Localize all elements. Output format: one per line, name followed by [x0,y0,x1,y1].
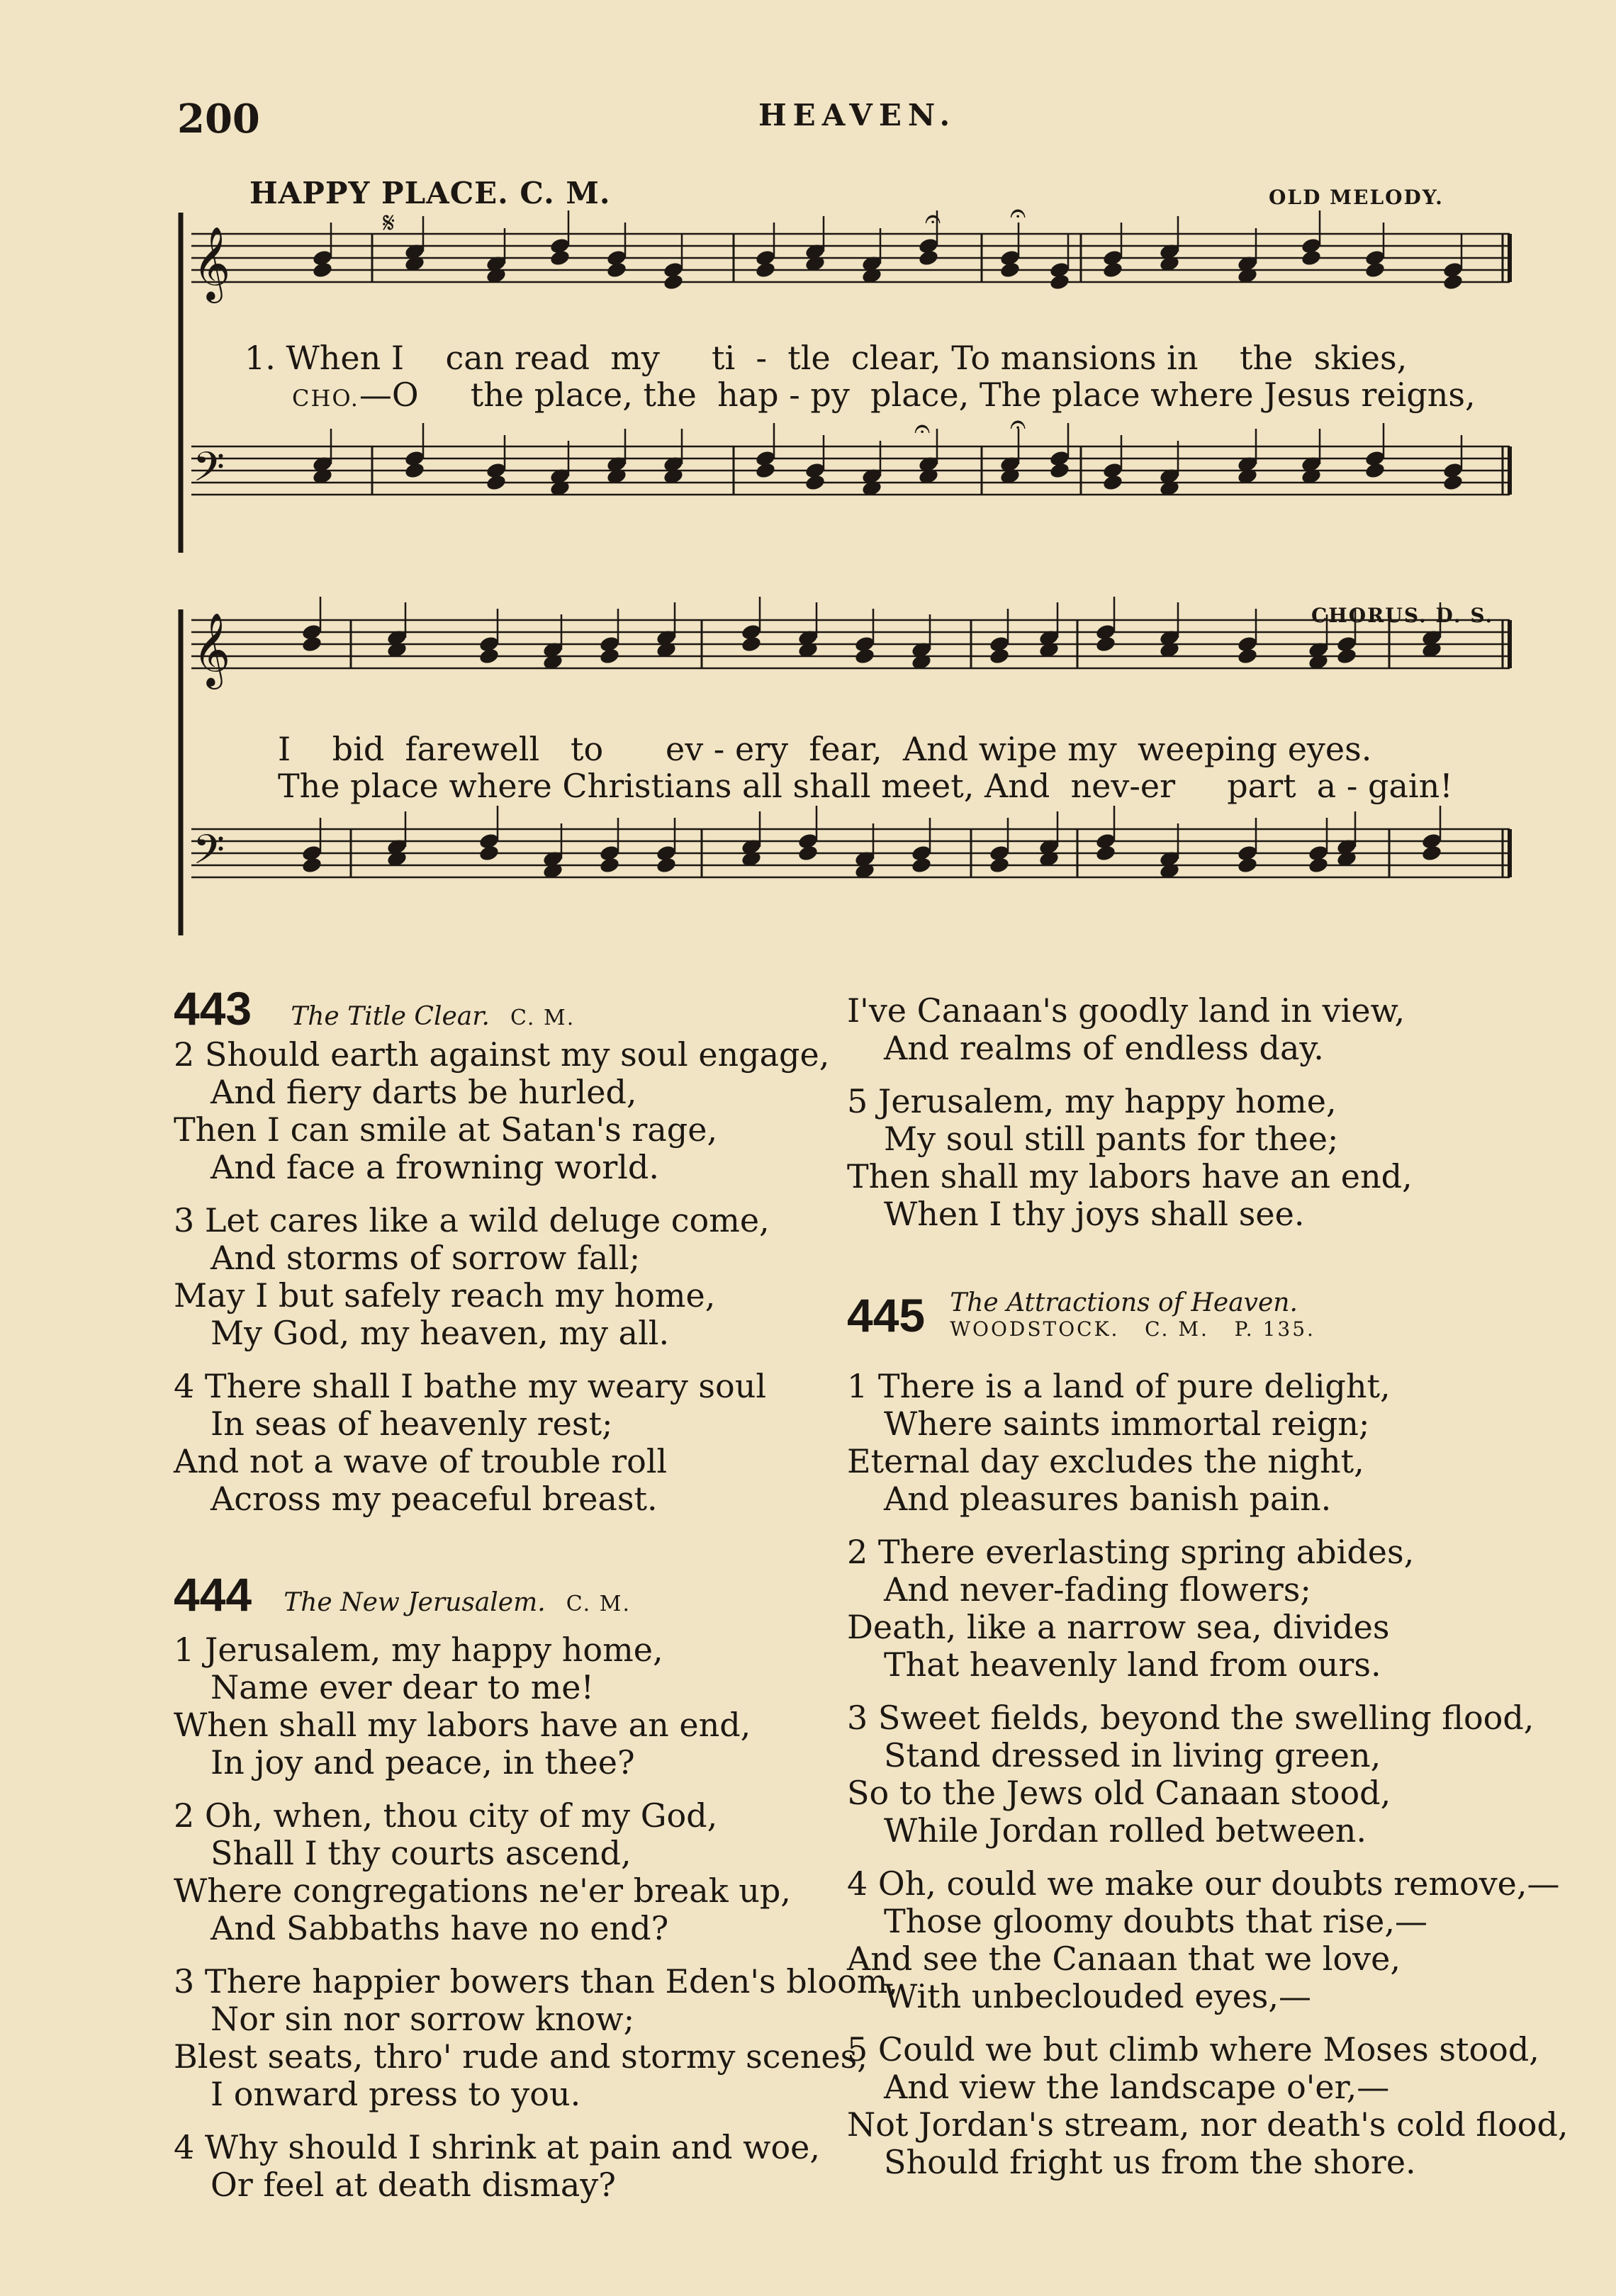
bass-clef-icon: 𝄢 [193,443,225,501]
note-head [1102,261,1124,279]
hymn-445-heading [847,1288,1315,1342]
verse-line: 3 There happier bowers than Eden's bloom, [174,1962,899,2000]
verse-line: And pleasures banish pain. [884,1480,1332,1518]
verse-line: 5 Could we but climb where Moses stood, [847,2030,1539,2069]
note-head [755,461,777,480]
note-head [1364,261,1386,279]
verse-line: And view the landscape o'er,— [884,2068,1390,2106]
note-head [1442,473,1464,492]
lyric-line-3: I bid farewell to ev - ery fear, And wipe my weeping eyes. [278,730,1372,768]
note-head [741,635,763,653]
verse-line: When shall my labors have an end, [174,1706,751,1744]
note-head [301,635,323,653]
hymn-meter: C. M. [510,1006,576,1030]
verse-line: My God, my heaven, my all. [211,1314,670,1352]
verse-line: 4 Oh, could we make our doubts remove,— [847,1864,1560,1903]
note-head [656,856,678,874]
verse-line: And face a frowning world. [211,1148,659,1186]
verse-line: When I thy joys shall see. [884,1195,1305,1233]
note-head [1336,647,1358,665]
stanza-gap [847,2015,1569,2031]
note-head [989,856,1011,874]
note-head [1308,856,1330,874]
verse-line: In seas of heavenly rest; [211,1405,613,1443]
note-head [854,647,876,665]
note-head [1102,473,1124,492]
stanza-gap [847,1518,1569,1534]
hymn-subtitle: WOODSTOCK. C. M. P. 135. [950,1317,1315,1341]
verse-line: Where saints immortal reign; [884,1405,1370,1443]
verse-line: Or feel at death dismay? [211,2166,616,2204]
note-head [663,273,685,291]
note-head [1364,461,1386,480]
stanza-gap [174,1352,829,1368]
verse-line: Death, like a narrow sea, divides [847,1608,1390,1646]
verse-line: Then shall my labors have an end, [847,1157,1413,1195]
stanza-gap [174,1186,829,1202]
chorus-prefix: CHO. [292,385,359,412]
note-head [486,473,507,492]
note-head [301,856,323,874]
hymn-meter: C. M. [566,1592,632,1616]
hymn-title: The New Jerusalem. [284,1588,546,1617]
note-head [1095,635,1117,653]
note-head [755,261,777,279]
verse-line: Eternal day excludes the night, [847,1442,1364,1480]
verse-line: And not a wave of trouble roll [174,1442,668,1480]
verse-line: 2 Should earth against my soul engage, [174,1035,830,1074]
note-head [1301,249,1323,267]
verse-line: And fiery darts be hurled, [211,1073,637,1111]
lyric-line-2-text: —O the place, the hap - py place, The place where Jesus reigns, [359,376,1476,414]
hymn-444-verses [174,1631,898,2204]
note-head [1237,647,1259,665]
verse-line: Shall I thy courts ascend, [211,1834,632,1872]
page-number: 200 [177,96,260,142]
staff-lines [181,213,1510,935]
note-head [478,647,500,665]
stanza-gap [847,1067,1413,1083]
fermata-icon: 𝄐 [1010,197,1026,230]
note-head [606,261,628,279]
hymn-title: The Title Clear. [291,1002,490,1031]
note-head [404,461,426,480]
verse-line: Blest seats, thro' rude and stormy scenes, [174,2037,868,2076]
verse-line: And realms of endless day. [884,1029,1324,1067]
hymn-444-continuation [847,992,1413,1233]
verse-line: Not Jordan's stream, nor death's cold flood, [847,2105,1569,2144]
tune-source: OLD MELODY. [1269,186,1444,209]
note-head [1237,856,1259,874]
hymn-number: 445 [847,1289,926,1341]
verse-line: In joy and peace, in thee? [211,1743,635,1782]
note-head [1421,844,1443,862]
treble-clef-icon: 𝄞 [193,226,231,300]
verse-line: Then I can smile at Satan's rage, [174,1110,718,1149]
verse-line: 1 Jerusalem, my happy home, [174,1631,663,1669]
hymn-title: The Attractions of Heaven. [950,1288,1298,1317]
verse-line: Nor sin nor sorrow know; [211,2000,635,2038]
note-head [1049,273,1071,291]
hymn-number: 443 [174,982,252,1035]
treble-clef-icon: 𝄞 [193,612,231,687]
note-head [1095,844,1117,862]
verse-line: I've Canaan's goodly land in view, [847,991,1405,1030]
verse-line: 2 There everlasting spring abides, [847,1533,1415,1571]
note-head [918,249,940,267]
segno-icon: 𝄋 [383,207,395,240]
verse-line: Name ever dear to me! [211,1668,595,1706]
verse-line: While Jordan rolled between. [884,1811,1367,1850]
stanza-gap [174,1947,898,1963]
note-head [1049,461,1071,480]
note-head [599,647,621,665]
verse-line: My soul still pants for thee; [884,1120,1339,1158]
running-head: HEAVEN. [758,98,957,133]
hymn-443-heading [174,981,575,1035]
verse-line: And see the Canaan that we love, [847,1940,1401,1978]
verse-line: Stand dressed in living green, [884,1736,1381,1774]
verse-line: And storms of sorrow fall; [211,1239,641,1277]
verse-line: May I but safely reach my home, [174,1276,716,1315]
verse-line: So to the Jews old Canaan stood, [847,1774,1391,1812]
note-head [312,261,334,279]
hymn-444-heading [174,1568,631,1621]
stanza-gap [847,1850,1569,1865]
chorus-label: CHORUS. D. S. [1311,604,1494,627]
verse-line: That heavenly land from ours. [884,1645,1381,1684]
verse-line: 4 Why should I shrink at pain and woe, [174,2128,820,2166]
hymn-445-verses [847,1368,1569,2181]
verse-line: And never-fading flowers; [884,1570,1311,1609]
verse-line: And Sabbaths have no end? [211,1909,669,1947]
lyric-line-4: The place where Christians all shall meet, And nev-er part a - gain! [278,767,1453,805]
verse-line: 2 Oh, when, thou city of my God, [174,1796,718,1835]
fermata-icon: 𝄐 [1010,408,1026,441]
verse-line: Should fright us from the shore. [884,2143,1416,2181]
stanza-gap [847,1684,1569,1699]
hymn-number: 444 [174,1568,252,1621]
verse-line: 4 There shall I bathe my weary soul [174,1367,767,1405]
bass-clef-icon: 𝄢 [193,826,225,884]
note-head [1442,273,1464,291]
verse-line: Those gloomy doubts that rise,— [884,1902,1427,1940]
lyric-line-1: 1. When I can read my ti - tle clear, To mansions in the skies, [245,339,1408,377]
note-head [911,856,933,874]
verse-line: Where congregations ne'er break up, [174,1872,791,1910]
fermata-icon: 𝄐 [914,412,931,445]
verse-line: Across my peaceful breast. [211,1480,658,1518]
verse-line: With unbeclouded eyes,— [884,1977,1312,2015]
hymn-443-verses [174,1036,829,1518]
verse-line: I onward press to you. [211,2075,581,2113]
note-head [999,261,1021,279]
verse-line: 3 Sweet fields, beyond the swelling flood, [847,1699,1534,1737]
note-head [989,647,1011,665]
lyric-line-2 [292,376,1476,414]
note-head [549,249,571,267]
music-score [0,0,1616,992]
note-head [797,844,819,862]
verse-line: 5 Jerusalem, my happy home, [847,1082,1337,1120]
stanza-gap [174,1782,898,1797]
verse-line: 1 There is a land of pure delight, [847,1367,1391,1405]
verse-line: 3 Let cares like a wild deluge come, [174,1201,770,1239]
stanza-gap [174,2113,898,2129]
note-head [804,473,826,492]
note-head [599,856,621,874]
note-head [478,844,500,862]
fermata-icon: 𝄐 [925,203,941,235]
tune-title: HAPPY PLACE. C. M. [249,176,611,210]
